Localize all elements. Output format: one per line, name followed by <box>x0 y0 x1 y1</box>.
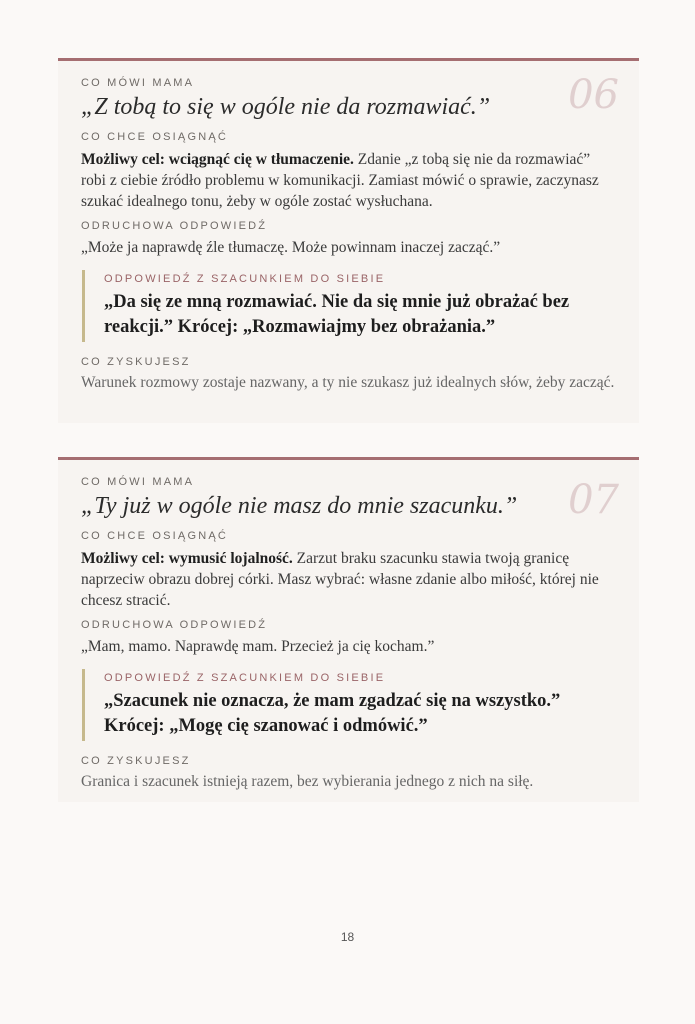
goal-paragraph <box>81 149 617 212</box>
gain-label: CO ZYSKUJESZ <box>81 356 191 368</box>
reflex-text: „Może ja naprawdę źle tłumaczę. Może powinnam inaczej zacząć.” <box>81 239 501 256</box>
mother-label: CO MÓWI MAMA <box>81 77 195 89</box>
reflex-label: ODRUCHOWA ODPOWIEDŹ <box>81 619 268 631</box>
mother-label: CO MÓWI MAMA <box>81 476 195 488</box>
goal-text: Zdanie „z tobą się nie da rozmawiać” robi z ciebie źródło problemu w komunikacji. Zamiast mówić o sprawie, zaczynasz szukać idealnego tonu, żeby w ogóle zostać wysłuchana. <box>81 151 599 210</box>
goal-text: Zarzut braku szacunku stawia twoją granicę naprzeciw obrazu dobrej córki. Masz wybrać: własne zdanie albo miłość, której nie chcesz stracić. <box>81 550 599 609</box>
gain-label: CO ZYSKUJESZ <box>81 755 191 767</box>
dialogue-card <box>58 58 639 423</box>
card-number: 07 <box>568 477 619 523</box>
reflex-label: ODRUCHOWA ODPOWIEDŹ <box>81 220 268 232</box>
respect-label: ODPOWIEDŹ Z SZACUNKIEM DO SIEBIE <box>104 672 386 684</box>
goal-bold: Możliwy cel: wciągnąć cię w tłumaczenie. <box>81 151 354 168</box>
respect-text: „Da się ze mną rozmawiać. Nie da się mnie już obrażać bez reakcji.” Krócej: „Rozmawiajmy bez obrażania.” <box>104 292 570 337</box>
gain-text: Warunek rozmowy zostaje nazwany, a ty nie szukasz już idealnych słów, żeby zacząć. <box>81 374 615 391</box>
respect-block <box>82 270 617 342</box>
respect-block <box>82 669 617 741</box>
respect-text: „Szacunek nie oznacza, że mam zgadzać się na wszystko.” Krócej: „Mogę cię szanować i odmówić.” <box>104 691 561 736</box>
reflex-text: „Mam, mamo. Naprawdę mam. Przecież ja cię kocham.” <box>81 638 435 655</box>
goal-paragraph <box>81 548 617 611</box>
goal-label: CO CHCE OSIĄGNĄĆ <box>81 131 229 143</box>
gain-text: Granica i szacunek istnieją razem, bez wybierania jednego z nich na siłę. <box>81 773 534 790</box>
goal-bold: Możliwy cel: wymusić lojalność. <box>81 550 293 567</box>
mother-quote: „Ty już w ogóle nie masz do mnie szacunku.” <box>81 493 518 519</box>
respect-label: ODPOWIEDŹ Z SZACUNKIEM DO SIEBIE <box>104 273 386 285</box>
card-number: 06 <box>568 72 619 118</box>
dialogue-card <box>58 457 639 802</box>
mother-quote: „Z tobą to się w ogóle nie da rozmawiać.” <box>81 94 491 120</box>
goal-label: CO CHCE OSIĄGNĄĆ <box>81 530 229 542</box>
page-number: 18 <box>340 930 355 944</box>
